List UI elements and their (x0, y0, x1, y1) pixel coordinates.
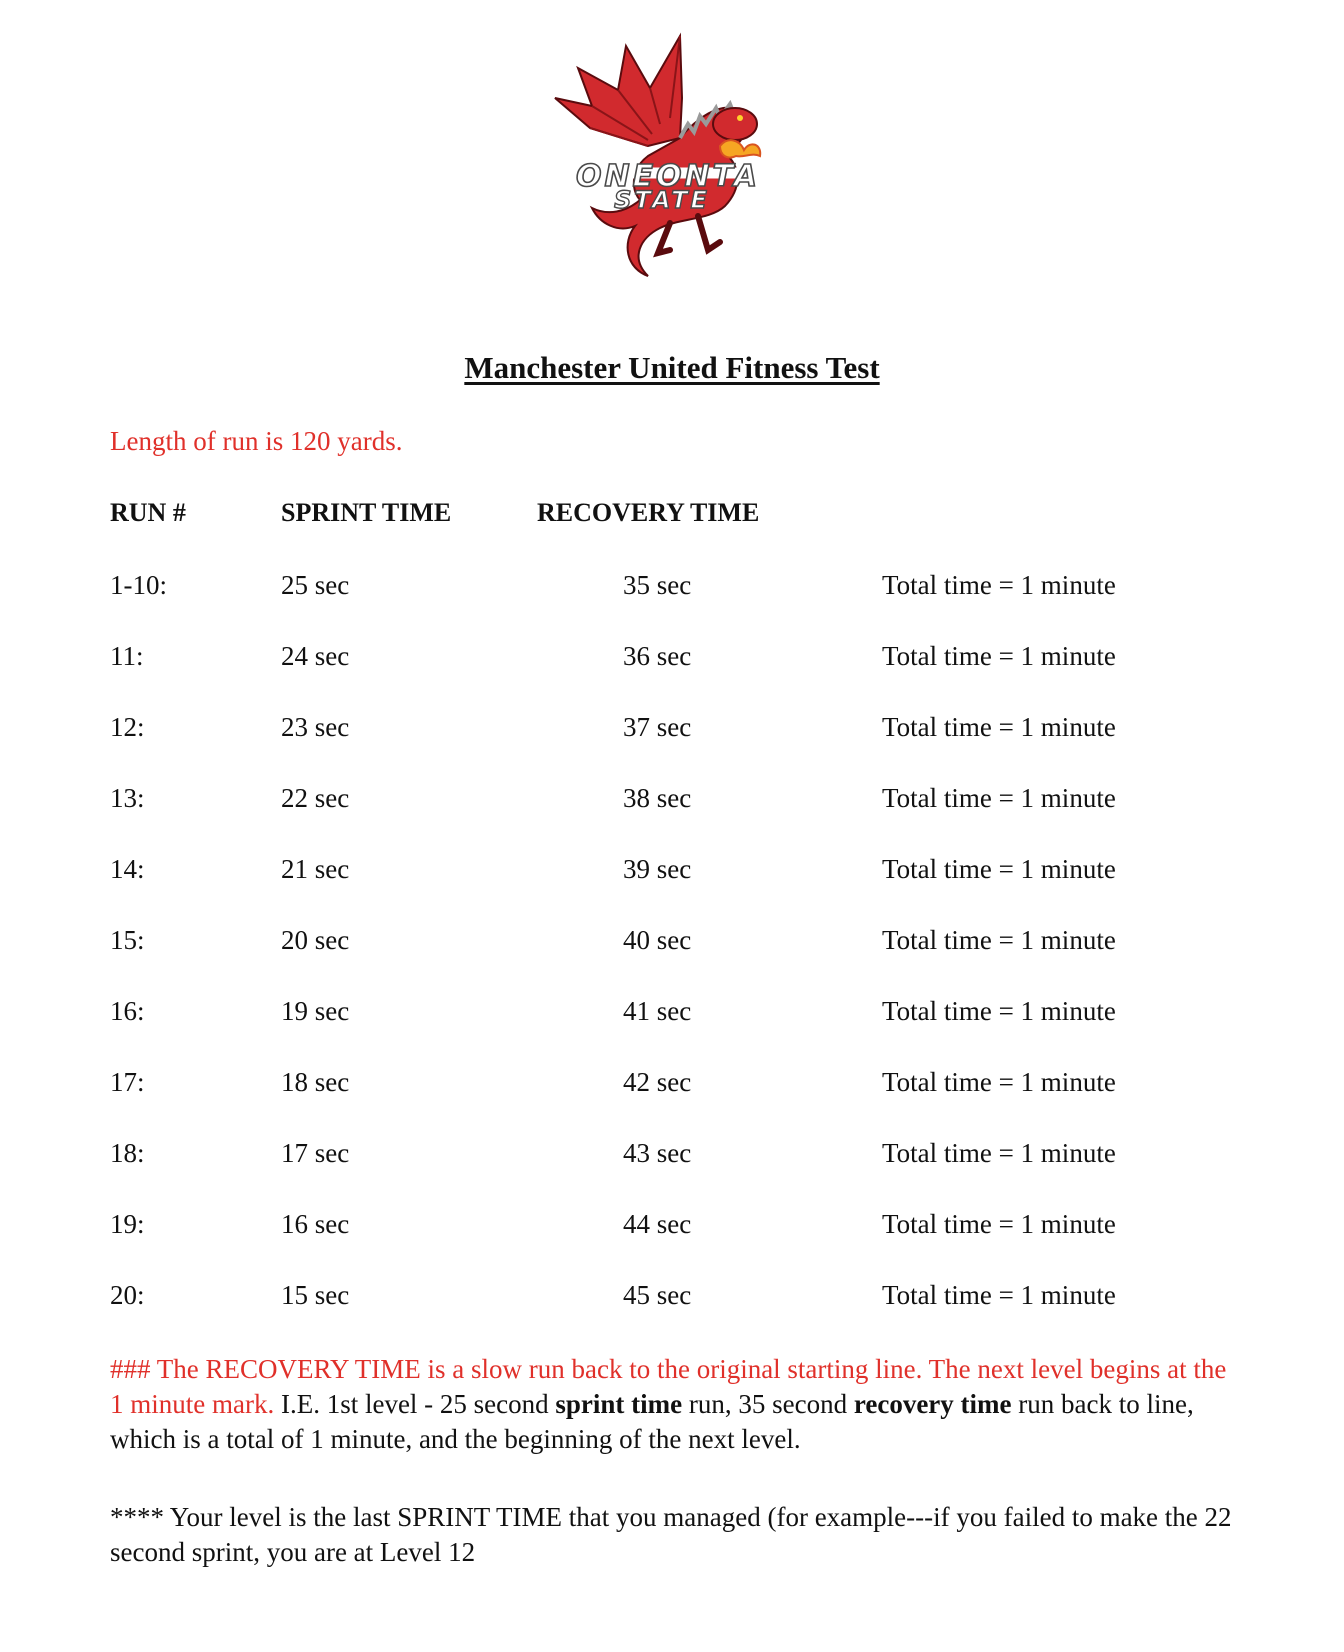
total-time: Total time = 1 minute (882, 712, 1116, 742)
run-number: 17: (110, 1067, 145, 1097)
sprint-time: 21 sec (281, 854, 350, 884)
table-row (0, 570, 1344, 610)
recovery-explanation-part2: run, 35 second (682, 1389, 854, 1419)
sprint-time: 20 sec (281, 925, 350, 955)
run-number: 14: (110, 854, 145, 884)
total-time: Total time = 1 minute (882, 854, 1116, 884)
level-explanation: **** Your level is the last SPRINT TIME that you managed (for example---if you failed to make the 22 second sprint, you are at Level 12 (110, 1502, 1232, 1567)
recovery-time: 43 sec (623, 1138, 692, 1168)
recovery-time: 42 sec (623, 1067, 692, 1097)
table-row (0, 1280, 1344, 1320)
logo-text-state: STATE (614, 186, 710, 214)
run-number: 13: (110, 783, 145, 813)
sprint-time: 16 sec (281, 1209, 350, 1239)
dragon-head (713, 108, 757, 140)
run-number: 15: (110, 925, 145, 955)
recovery-time: 35 sec (623, 570, 692, 600)
table-row (0, 783, 1344, 823)
table-row (0, 854, 1344, 894)
recovery-explanation (110, 1352, 1240, 1457)
recovery-time: 41 sec (623, 996, 692, 1026)
recovery-time: 37 sec (623, 712, 692, 742)
total-time: Total time = 1 minute (882, 570, 1116, 600)
table-row (0, 1209, 1344, 1249)
header-run: RUN # (110, 498, 186, 527)
recovery-time: 44 sec (623, 1209, 692, 1239)
recovery-time: 38 sec (623, 783, 692, 813)
page-title (0, 350, 1344, 386)
oneonta-state-dragon-logo (530, 28, 800, 298)
run-number: 18: (110, 1138, 145, 1168)
run-number: 19: (110, 1209, 145, 1239)
total-time: Total time = 1 minute (882, 1280, 1116, 1310)
sprint-time-bold: sprint time (555, 1389, 683, 1419)
total-time: Total time = 1 minute (882, 925, 1116, 955)
table-row (0, 712, 1344, 752)
total-time: Total time = 1 minute (882, 783, 1116, 813)
header-recovery-time: RECOVERY TIME (537, 498, 760, 527)
table-row (0, 1138, 1344, 1178)
total-time: Total time = 1 minute (882, 996, 1116, 1026)
total-time: Total time = 1 minute (882, 641, 1116, 671)
run-number: 1-10: (110, 570, 167, 600)
sprint-time: 24 sec (281, 641, 350, 671)
recovery-time: 45 sec (623, 1280, 692, 1310)
run-number: 12: (110, 712, 145, 742)
table-row (0, 996, 1344, 1036)
table-row (0, 1067, 1344, 1107)
page-title-text: Manchester United Fitness Test (464, 350, 880, 385)
sprint-time: 25 sec (281, 570, 350, 600)
recovery-time: 39 sec (623, 854, 692, 884)
total-time: Total time = 1 minute (882, 1209, 1116, 1239)
run-number: 11: (110, 641, 144, 671)
run-number: 20: (110, 1280, 145, 1310)
run-number: 16: (110, 996, 145, 1026)
recovery-time: 40 sec (623, 925, 692, 955)
recovery-explanation-part3: run back to line, which is a total of 1 minute, and the beginning of the next level. (110, 1389, 1194, 1454)
sprint-time: 23 sec (281, 712, 350, 742)
logo-text-oneonta: ONEONTA (575, 159, 761, 194)
sprint-time: 18 sec (281, 1067, 350, 1097)
fire-breath (720, 140, 760, 157)
recovery-explanation-red: ### The RECOVERY TIME is a slow run back to the original starting line. The next level begins at the 1 minute mark. (110, 1354, 1227, 1419)
sprint-time: 17 sec (281, 1138, 350, 1168)
sprint-time: 15 sec (281, 1280, 350, 1310)
sprint-time: 19 sec (281, 996, 350, 1026)
total-time: Total time = 1 minute (882, 1138, 1116, 1168)
total-time: Total time = 1 minute (882, 1067, 1116, 1097)
table-row (0, 925, 1344, 965)
header-sprint-time: SPRINT TIME (281, 498, 452, 527)
recovery-time: 36 sec (623, 641, 692, 671)
length-note: Length of run is 120 yards. (110, 426, 403, 456)
recovery-explanation-part1: I.E. 1st level - 25 second (274, 1389, 556, 1419)
sprint-time: 22 sec (281, 783, 350, 813)
table-row (0, 641, 1344, 681)
recovery-time-bold: recovery time (853, 1389, 1012, 1419)
